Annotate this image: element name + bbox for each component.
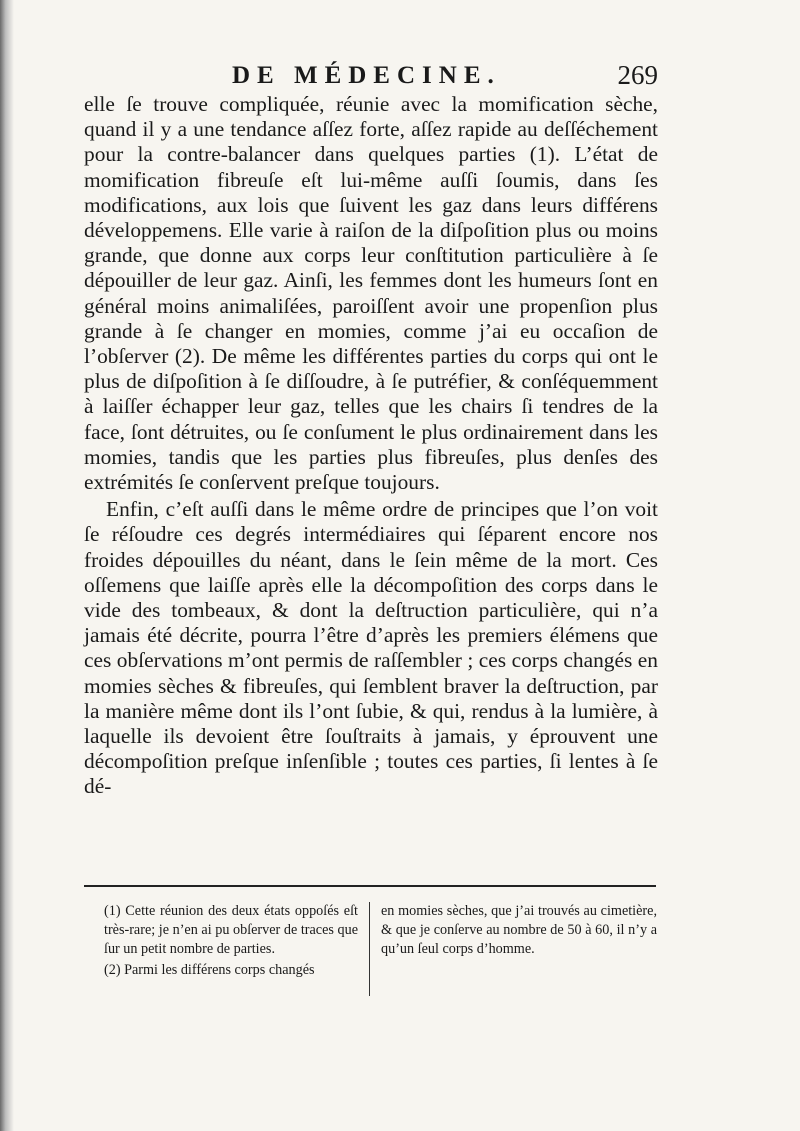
running-header [0,60,800,92]
footnote-rule [84,885,656,887]
main-text [84,92,658,800]
page-edge-shadow [0,0,14,1131]
footnote-column-right [381,902,657,959]
footnote-column-left [104,902,358,980]
footnote-2-start: (2) Parmi les différens corps changés [104,962,315,978]
page-number: 269 [617,60,658,90]
body-paragraph-1: elle ſe trouve compliquée, réunie avec la momification sèche, quand il y a une tendance aſſez forte, aſſez rapide au deſſéchement pour la contre-balancer dans quelques parties (1). L’état de momification fibreuſe eſt lui-même auſſi ſoumis, dans ſes modifications, aux lois que ſuivent les gaz dans leurs différens développemens. Elle varie à raiſon de la diſpoſition plus ou moins grande, que donne aux corps leur conſtitution particulière à ſe dépouiller de leur gaz. Ainſi, les femmes dont les humeurs ſont en général moins animaliſées, paroiſſent avoir une propenſion plus grande à ſe changer en momies, comme j’ai eu occaſion de l’obſerver (2). De même les différentes parties du corps qui ont le plus de diſpoſition à ſe diſſoudre, à ſe putréfier, & conſéquemment à laiſſer échapper leur gaz, telles que les chairs ſi tendres de la face, ſont détruites, ou ſe conſument le plus ordinairement dans les momies, tandis que les parties plus fibreuſes, plus denſes des extrémités ſe conſervent preſque toujours. [84,92,658,495]
footnote-2-continued: en momies sèches, que j’ai trouvés au cimetière, & que je conſerve au nombre de 50 à 60, il n’y a qu’un ſeul corps d’homme. [381,903,657,957]
footnote-column-divider [369,902,370,996]
running-title: DE MÉDECINE. [232,62,501,89]
body-paragraph-2: Enfin, c’eſt auſſi dans le même ordre de principes que l’on voit ſe réſoudre ces degrés intermédiaires qui ſéparent encore nos froides dépouilles du néant, dans le ſein même de la mort. Ces oſſemens que laiſſe après elle la décompoſition des corps dans le vide des tombeaux, & dont la deſtruction particulière, qui n’a jamais été décrite, pourra l’être d’après les premiers élémens que ces obſervations m’ont permis de raſſembler ; ces corps changés en momies sèches & fibreuſes, qui ſemblent braver la deſtruction, par la manière même dont ils l’ont ſubie, & qui, rendus à la lumière, à laquelle ils devoient être ſouſtraits à jamais, y éprouvent une décompoſition preſque inſenſible ; toutes ces parties, ſi lentes à ſe dé- [84,497,658,799]
footnote-1: (1) Cette réunion des deux états oppoſés eſt très-rare; je n’en ai pu obſerver de traces que ſur un petit nombre de parties. [104,903,358,957]
